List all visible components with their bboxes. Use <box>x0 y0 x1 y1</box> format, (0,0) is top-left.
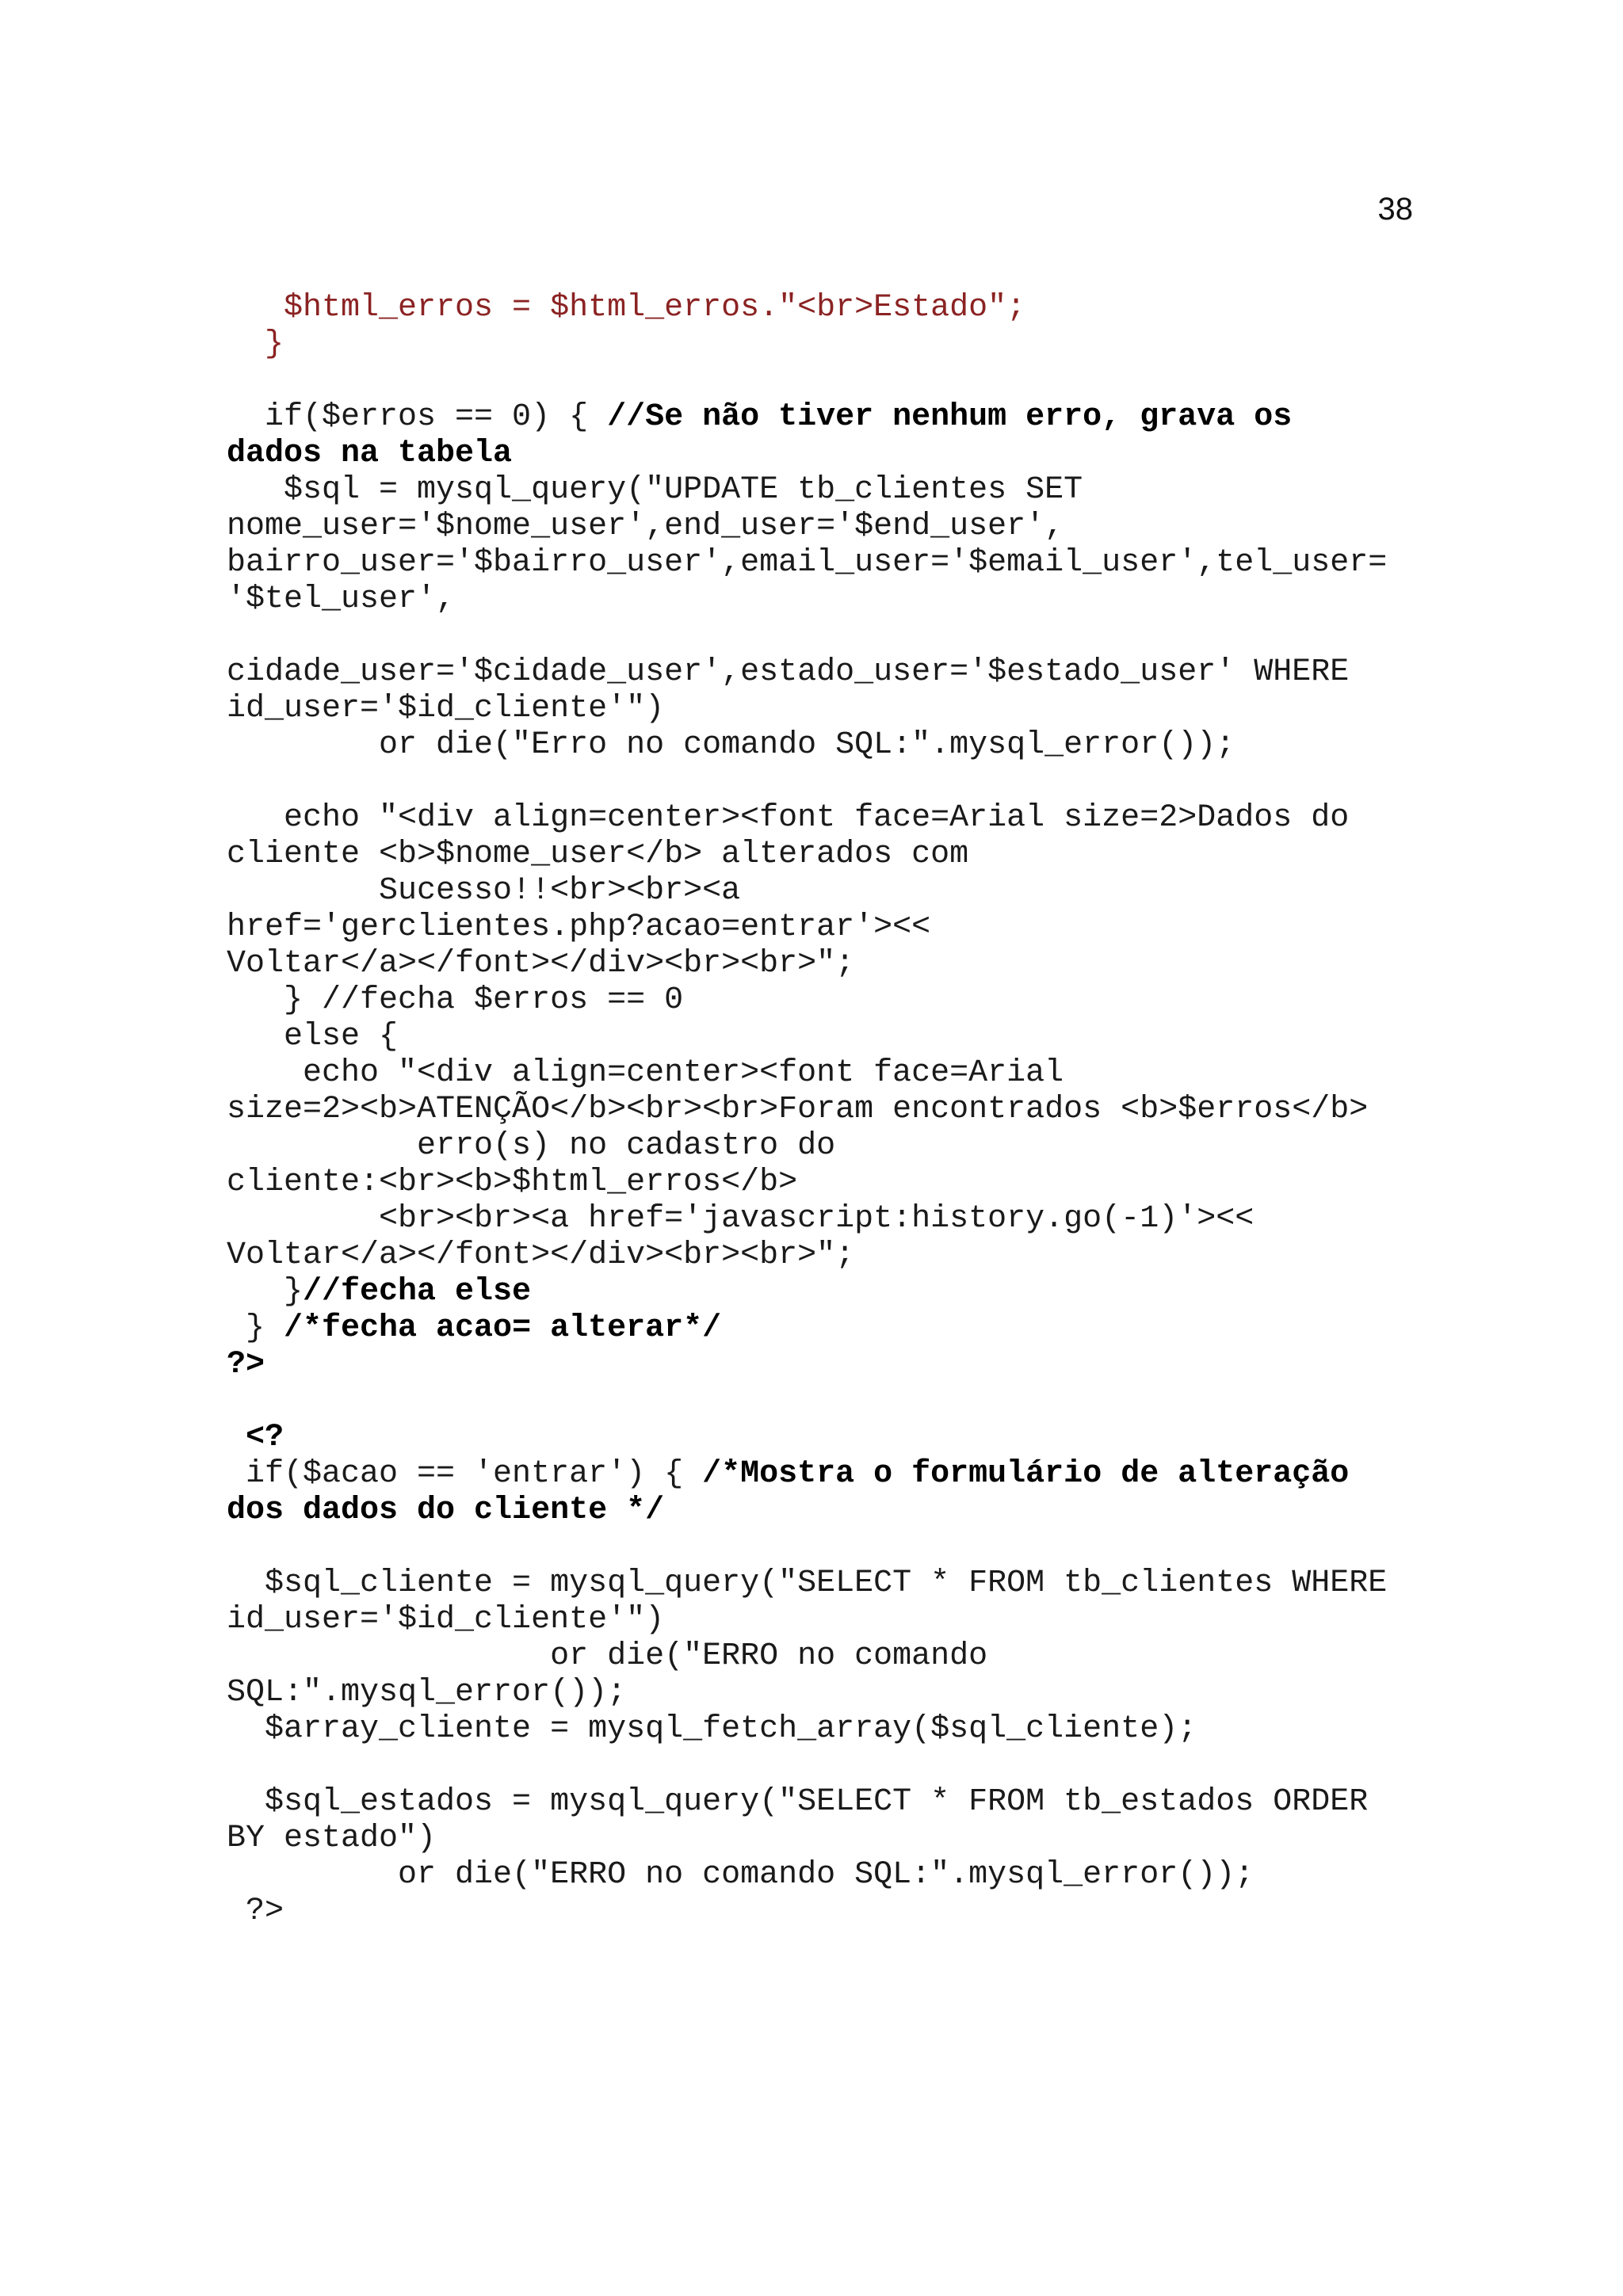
code-text: or die("ERRO no comando SQL:".mysql_error()); <box>227 1857 1254 1893</box>
code-text: href='gerclientes.php?acao=entrar'><< <box>227 910 931 945</box>
code-line <box>227 764 1415 800</box>
code-line <box>227 1019 1415 1055</box>
code-text: or die("Erro no comando SQL:".mysql_error()); <box>227 727 1235 763</box>
code-text: nome_user='$nome_user',end_user='$end_user', <box>227 509 1064 544</box>
code-line <box>227 727 1415 764</box>
code-line <box>227 1092 1415 1128</box>
code-text: cliente <b>$nome_user</b> alterados com <box>227 837 969 872</box>
code-text: erro(s) no cadastro do <box>227 1128 836 1164</box>
code-line <box>227 1857 1415 1894</box>
code-line <box>227 1493 1415 1529</box>
code-line <box>227 837 1415 873</box>
code-text: if($erros == 0) { <box>227 399 608 435</box>
code-comment: ?> <box>227 1347 265 1383</box>
code-text: if($acao == 'entrar') { <box>227 1456 703 1492</box>
code-line <box>227 1383 1415 1420</box>
code-line <box>227 1566 1415 1602</box>
code-line <box>227 873 1415 910</box>
code-line <box>227 1165 1415 1201</box>
code-line <box>227 1238 1415 1274</box>
code-comment: dados na tabela <box>227 436 513 471</box>
code-comment: /*fecha acao= alterar*/ <box>284 1310 722 1346</box>
code-comment: /*Mostra o formulário de alteração <box>702 1456 1350 1492</box>
code-text: ?> <box>227 1894 285 1929</box>
code-text: else { <box>227 1019 399 1055</box>
code-text: bairro_user='$bairro_user',email_user='$email_user',tel_user= <box>227 545 1388 581</box>
code-text: Voltar</a></font></div><br><br>"; <box>227 1238 855 1273</box>
code-line <box>227 399 1415 436</box>
code-text: $sql_estados = mysql_query("SELECT * FROM tb_estados ORDER <box>227 1784 1369 1820</box>
code-text: size=2><b>ATENÇÃO</b><br><br>Foram encontrados <b>$erros</b> <box>227 1092 1369 1127</box>
code-line <box>227 1347 1415 1383</box>
code-text: } <box>227 326 285 362</box>
code-text: id_user='$id_cliente'") <box>227 1602 665 1638</box>
page-number: 38 <box>1377 192 1413 227</box>
code-line <box>227 618 1415 654</box>
code-comment: //fecha else <box>303 1274 532 1310</box>
code-line <box>227 290 1415 326</box>
code-line <box>227 946 1415 982</box>
code-text: or die("ERRO no comando <box>227 1638 988 1674</box>
code-text: echo "<div align=center><font face=Arial size=2>Dados do <box>227 800 1350 836</box>
code-line <box>227 545 1415 582</box>
code-line <box>227 1638 1415 1675</box>
code-comment: dos dados do cliente */ <box>227 1493 665 1528</box>
code-line <box>227 1748 1415 1784</box>
code-line <box>227 800 1415 837</box>
code-text: SQL:".mysql_error()); <box>227 1675 627 1711</box>
code-text: id_user='$id_cliente'") <box>227 691 665 727</box>
code-line <box>227 982 1415 1019</box>
code-text: cliente:<br><b>$html_erros</b> <box>227 1165 798 1200</box>
code-text: '$tel_user', <box>227 582 456 617</box>
code-text: $sql_cliente = mysql_query("SELECT * FROM tb_clientes WHERE <box>227 1566 1388 1601</box>
code-line <box>227 509 1415 545</box>
code-line <box>227 691 1415 727</box>
code-text: Sucesso!!<br><br><a <box>227 873 741 909</box>
code-line <box>227 1529 1415 1566</box>
code-text: } <box>227 1310 285 1346</box>
code-line <box>227 326 1415 363</box>
code-line <box>227 1420 1415 1456</box>
code-text: Voltar</a></font></div><br><br>"; <box>227 946 855 982</box>
code-line <box>227 1602 1415 1638</box>
code-line <box>227 1274 1415 1310</box>
code-listing <box>227 290 1415 1930</box>
code-line <box>227 910 1415 946</box>
code-line <box>227 1201 1415 1238</box>
code-text: echo "<div align=center><font face=Arial <box>227 1055 1064 1091</box>
code-text: $sql = mysql_query("UPDATE tb_clientes SET <box>227 472 1083 508</box>
code-text: } <box>227 1274 304 1310</box>
code-line <box>227 582 1415 618</box>
code-text: <br><br><a href='javascript:history.go(-1)'><< <box>227 1201 1254 1237</box>
code-text: $html_erros = $html_erros."<br>Estado"; <box>227 290 1026 326</box>
code-comment: <? <box>227 1420 285 1455</box>
code-text: } //fecha $erros == 0 <box>227 982 684 1018</box>
code-text: $array_cliente = mysql_fetch_array($sql_cliente); <box>227 1711 1197 1747</box>
code-line <box>227 1784 1415 1821</box>
code-line <box>227 363 1415 399</box>
code-line <box>227 1894 1415 1930</box>
code-line <box>227 1711 1415 1748</box>
code-line <box>227 1456 1415 1493</box>
code-line <box>227 654 1415 691</box>
code-line <box>227 1310 1415 1347</box>
code-line <box>227 472 1415 509</box>
code-line <box>227 1675 1415 1711</box>
code-line <box>227 1821 1415 1857</box>
code-text: BY estado") <box>227 1821 437 1856</box>
code-text: cidade_user='$cidade_user',estado_user='$estado_user' WHERE <box>227 654 1350 690</box>
code-line <box>227 436 1415 472</box>
code-line <box>227 1055 1415 1092</box>
code-line <box>227 1128 1415 1165</box>
code-comment: //Se não tiver nenhum erro, grava os <box>607 399 1293 435</box>
